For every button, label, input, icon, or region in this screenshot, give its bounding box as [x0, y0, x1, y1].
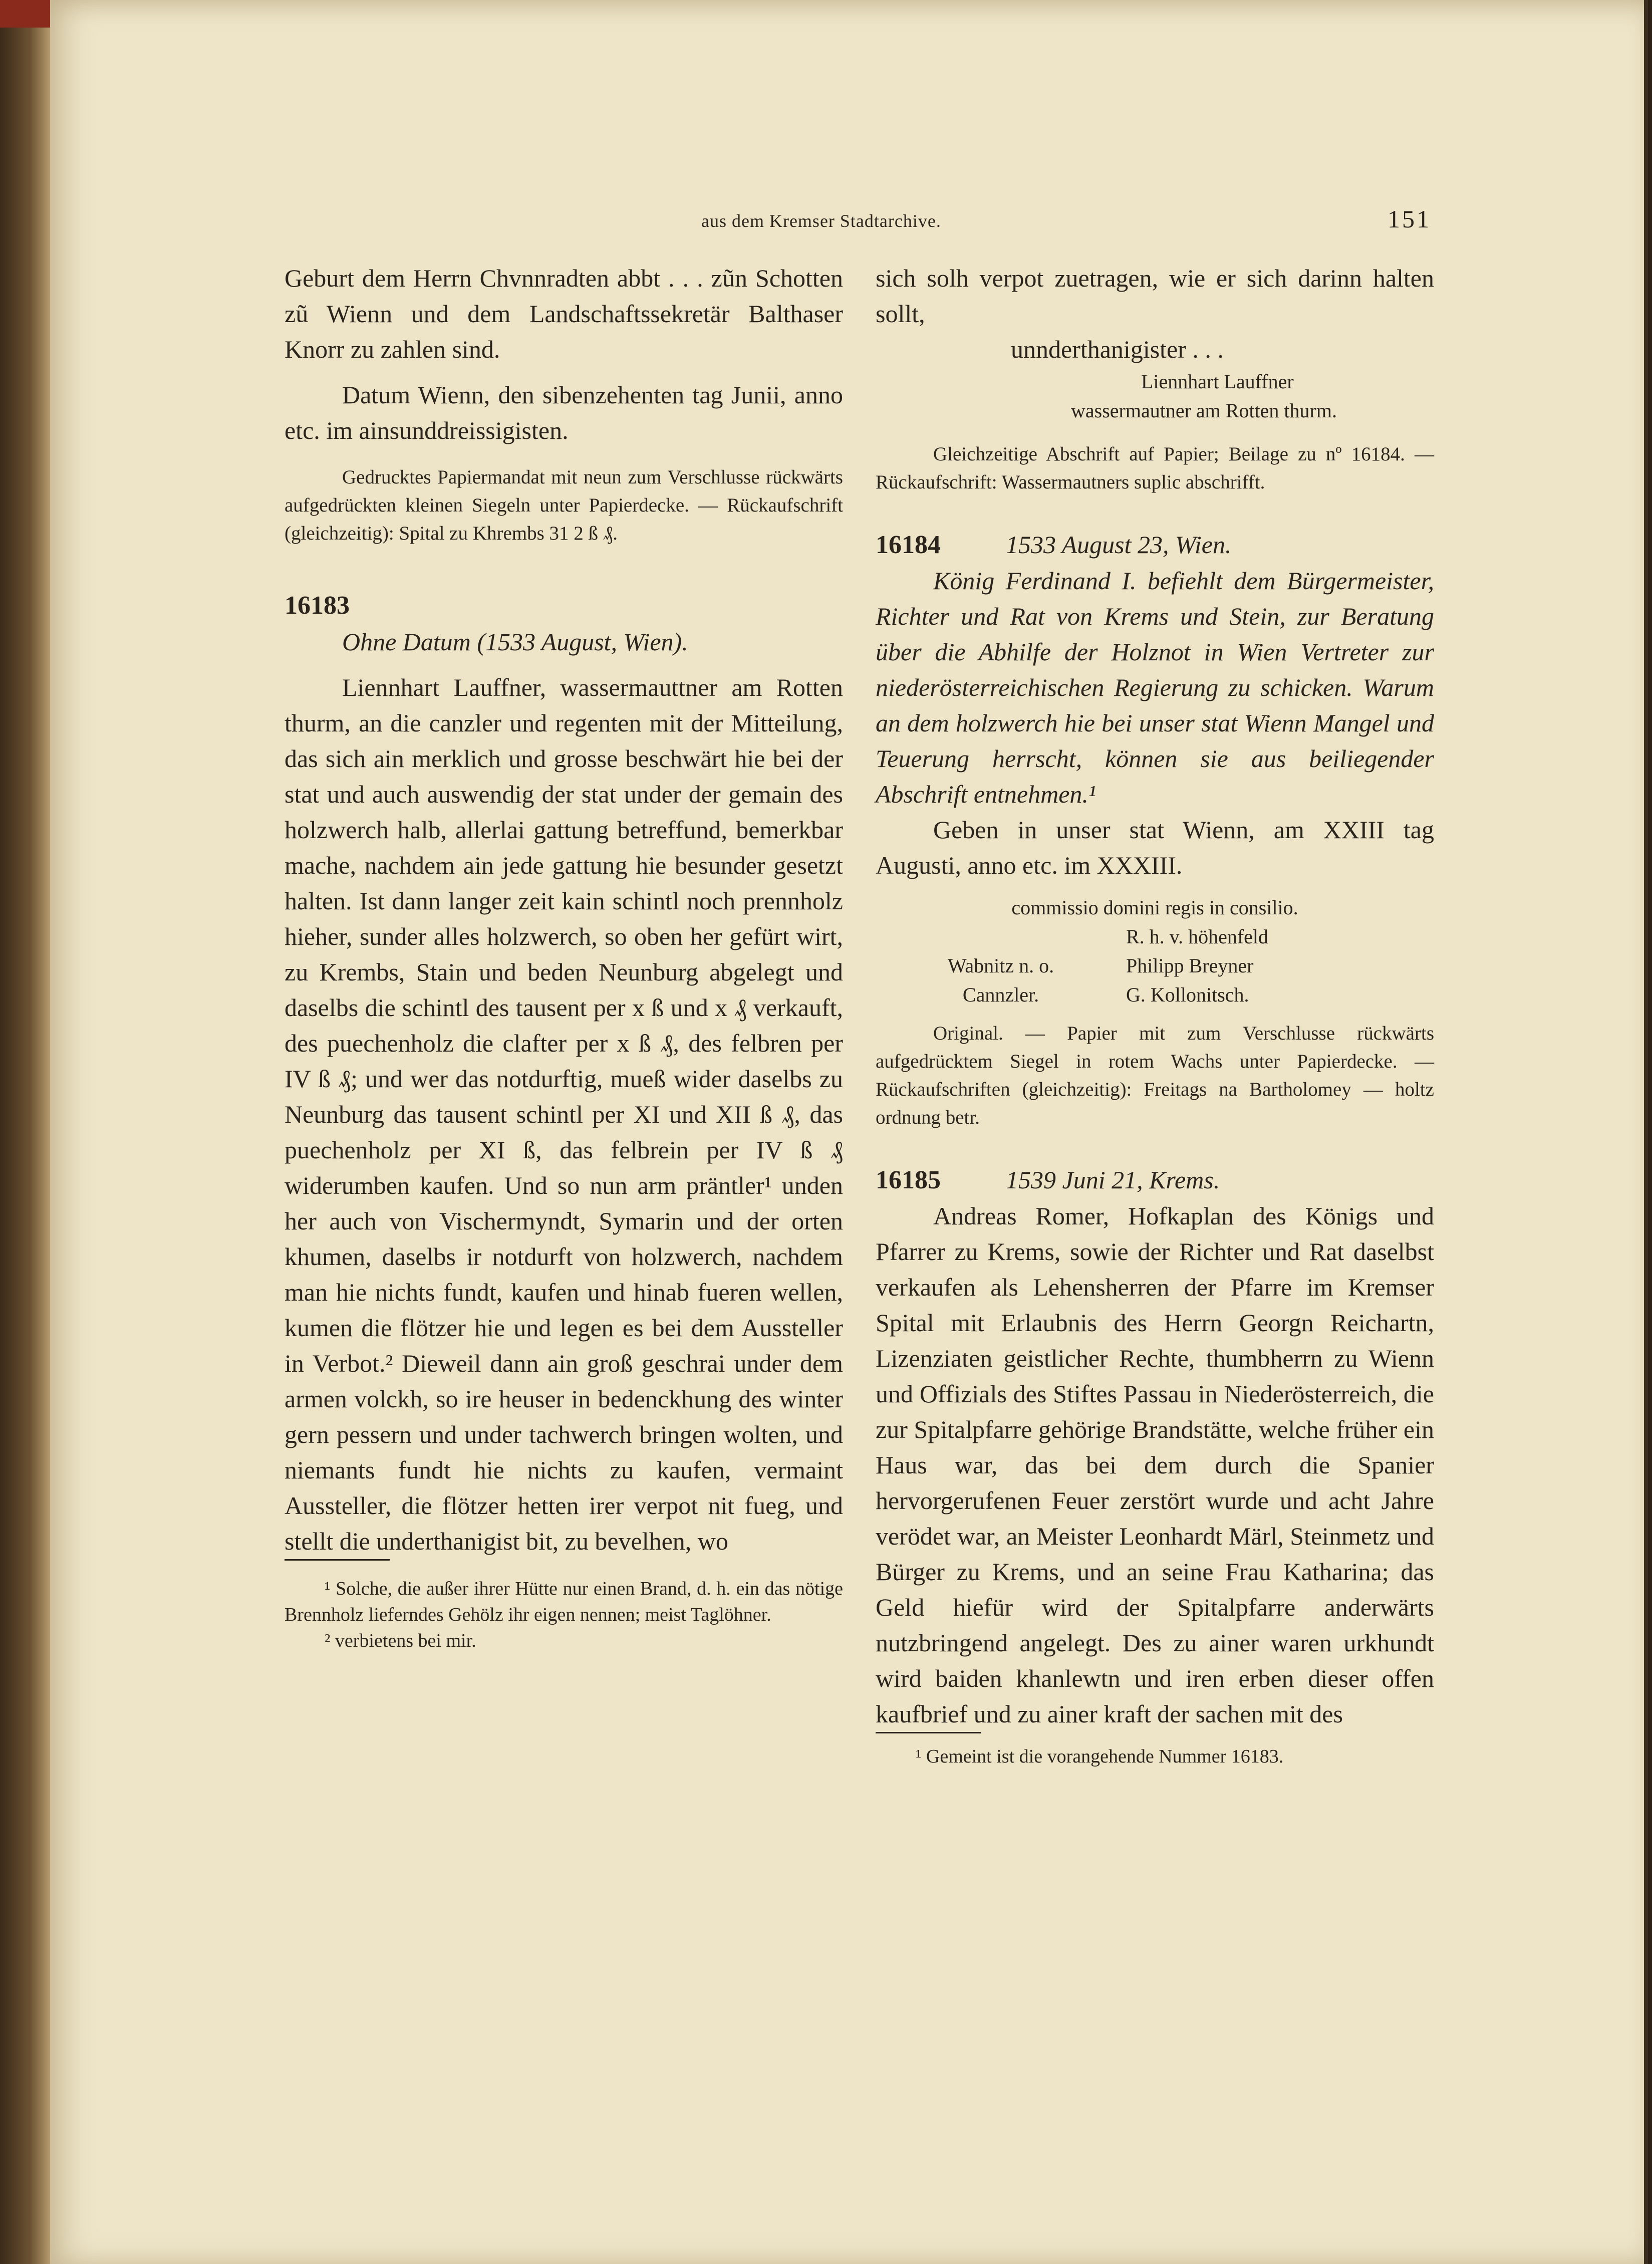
- signature-left: Wabnitz n. o.: [947, 954, 1054, 977]
- entry-summary-16184: König Ferdinand I. befiehlt dem Bürgermeister, Richter und Rat von Krems und Stein, zur Beratung über die Abhilfe der Holznot in Wien Vertreter zur niederösterreichischen Regierung zu schicken. Warum an dem holzwerch hie bei unser stat Wienn Mangel und Teuerung herrscht, können sie aus beiliegender Abschrift entnehmen.¹: [876, 567, 1434, 808]
- entry-given-16184: Geben in unser stat Wienn, am XXIII tag Augusti, anno etc. im XXXIII.: [876, 816, 1434, 879]
- book-page: [50, 0, 1648, 2264]
- entry-date-16185: 1539 Juni 21, Krems.: [1006, 1166, 1220, 1194]
- left-column: [285, 261, 843, 1654]
- signature-left: Cannzler.: [962, 983, 1039, 1006]
- entry-text-16183: Liennhart Lauffner, wassermauttner am Rotten thurm, an die canzler und regenten mit der Mitteilung, das sich ain merklich und grosse beschwärt hie bei der stat und auch auswendig der stat under der gemain des holzwerch halb, allerlai gattung betreffund, bemerkbar mache, nachdem ain jede gattung hie besunder gesetzt halten. Ist dann langer zeit kain schintl noch prennholz hieher, sunder alles holzwerch, so oben her gefürt wirt, zu Krembs, Stain und beden Neunburg abgelegt und daselbs die schintl des tausent per x ß und x ₰ verkauft, des puechenholz die clafter per x ß ₰, des felbren per IV ß ₰; und wer das notdurftig, mueß wider daselbs zu Neunburg das tausent schintl per XI und XII ß ₰, das puechenholz per XI ß, das felbrein per IV ß ₰ widerumben kaufen. Und so nun arm präntler¹ unden her auch von Vischermyndt, Symarin und der orten khumen, daselbs ir notdurft von holzwerch, nachdem man hie nichts fundt, kaufen und hinab fueren wellen, kumen die flötzer hie und legen es bei dem Aussteller in Verbot.² Dieweil dann ain groß geschrai under dem armen volckh, so ire heuser in bedenckhung des winter gern pessern und under tachwerch bringen wolten, und niemants fundt hie nichts zu kaufen, vermaint Aussteller, die flötzer hetten irer verpot nit fueg, und stellt die underthanigist bit, zu bevelhen, wo: [285, 673, 843, 1555]
- signature-row-3: [876, 980, 1434, 1010]
- source-note: Original. — Papier mit zum Verschlusse rückwärts aufgedrücktem Siegel in rotem Wachs unter Papierdecke. — Rückaufschriften (gleichzeitig): Freitags na Bartholomey — holtz ordnung betr.: [876, 1023, 1434, 1128]
- signature-left: [876, 922, 1126, 951]
- entry-date-16184: 1533 August 23, Wien.: [1006, 531, 1232, 559]
- entry-date-16183: Ohne Datum (1533 August, Wien).: [342, 628, 688, 656]
- entry-heading-16185: [876, 1162, 1434, 1198]
- footnote-1: ¹ Gemeint ist die vorangehende Nummer 16183.: [916, 1746, 1284, 1767]
- continuation-paragraph: sich solh verpot zuetragen, wie er sich darinn halten sollt,: [876, 264, 1434, 328]
- signature-right: Philipp Breyner: [1126, 954, 1254, 977]
- running-head: aus dem Kremser Stadtarchive.: [701, 211, 941, 231]
- right-column: [876, 261, 1434, 1770]
- entry-number-16183: 16183: [285, 591, 350, 620]
- commissio-line: commissio domini regis in consilio.: [1011, 896, 1298, 919]
- footnote-2: ² verbietens bei mir.: [325, 1630, 476, 1651]
- letter-closing: unnderthanigister . . .: [1011, 335, 1224, 363]
- footnote-1: ¹ Solche, die außer ihrer Hütte nur einen Brand, d. h. ein das nötige Brennholz lieferndes Gehölz ihr eigen nennen; meist Taglöhner.: [285, 1578, 843, 1625]
- entry-text-16185: Andreas Romer, Hofkaplan des Königs und Pfarrer zu Krems, sowie der Richter und Rat daselbst verkaufen als Lehensherren der Pfarre im Kremser Spital mit Erlaubnis des Herrn Georgn Reichartn, Lizenziaten geistlicher Rechte, thumbherrn zu Wienn und Offizials des Stiftes Passau in Niederösterreich, die zur Spitalpfarre gehörige Brandstätte, welche früher ein Haus war, das bei dem durch die Spanier hervorgerufenen Feuer zerstört wurde und acht Jahre verödet war, an Meister Leonhardt Märl, Steinmetz und Bürger zu Krems, und an seine Frau Katharina; das Geld hiefür wird der Spitalpfarre anderwärts nutzbringend angelegt. Des zu ainer waren urkhundt wird baiden khanlewtn und iren erben dieser offen kaufbrief und zu ainer kraft der sachen mit des: [876, 1202, 1434, 1728]
- footnote-rule: [876, 1732, 981, 1733]
- continuation-paragraph: Geburt dem Herrn Chvnnradten abbt . . . zũn Schotten zũ Wienn und dem Landschaftssekretär Balthaser Knorr zu zahlen sind.: [285, 264, 843, 363]
- entry-number-16184: 16184: [876, 531, 941, 559]
- signature-row-2: [876, 951, 1434, 980]
- source-note: Gedrucktes Papiermandat mit neun zum Verschlusse rückwärts aufgedrückten kleinen Siegeln unter Papierdecke. — Rückaufschrift (gleichzeitig): Spital zu Khrembs 31 2 ß ₰.: [285, 466, 843, 544]
- page-number: 151: [1388, 205, 1431, 233]
- signature-right: G. Kollonitsch.: [1126, 983, 1249, 1006]
- signature-right: R. h. v. höhenfeld: [1126, 925, 1269, 948]
- footnote-rule: [285, 1559, 390, 1561]
- entry-number-16185: 16185: [876, 1166, 941, 1194]
- source-note: Gleichzeitige Abschrift auf Papier; Beilage zu nº 16184. — Rückaufschrift: Wassermautners suplic abschrifft.: [876, 443, 1434, 493]
- datum-paragraph: Datum Wienn, den sibenzehenten tag Junii, anno etc. im ainsunddreissigisten.: [285, 381, 843, 444]
- signature-name: Liennhart Lauffner: [1141, 370, 1294, 393]
- signature-row-1: [876, 922, 1434, 951]
- entry-heading-16184: [876, 527, 1434, 563]
- signature-title: wassermautner am Rotten thurm.: [1071, 399, 1337, 422]
- ribbon-marker: [0, 0, 50, 28]
- book-spine: [0, 0, 50, 2264]
- page-edge: [1644, 0, 1648, 2264]
